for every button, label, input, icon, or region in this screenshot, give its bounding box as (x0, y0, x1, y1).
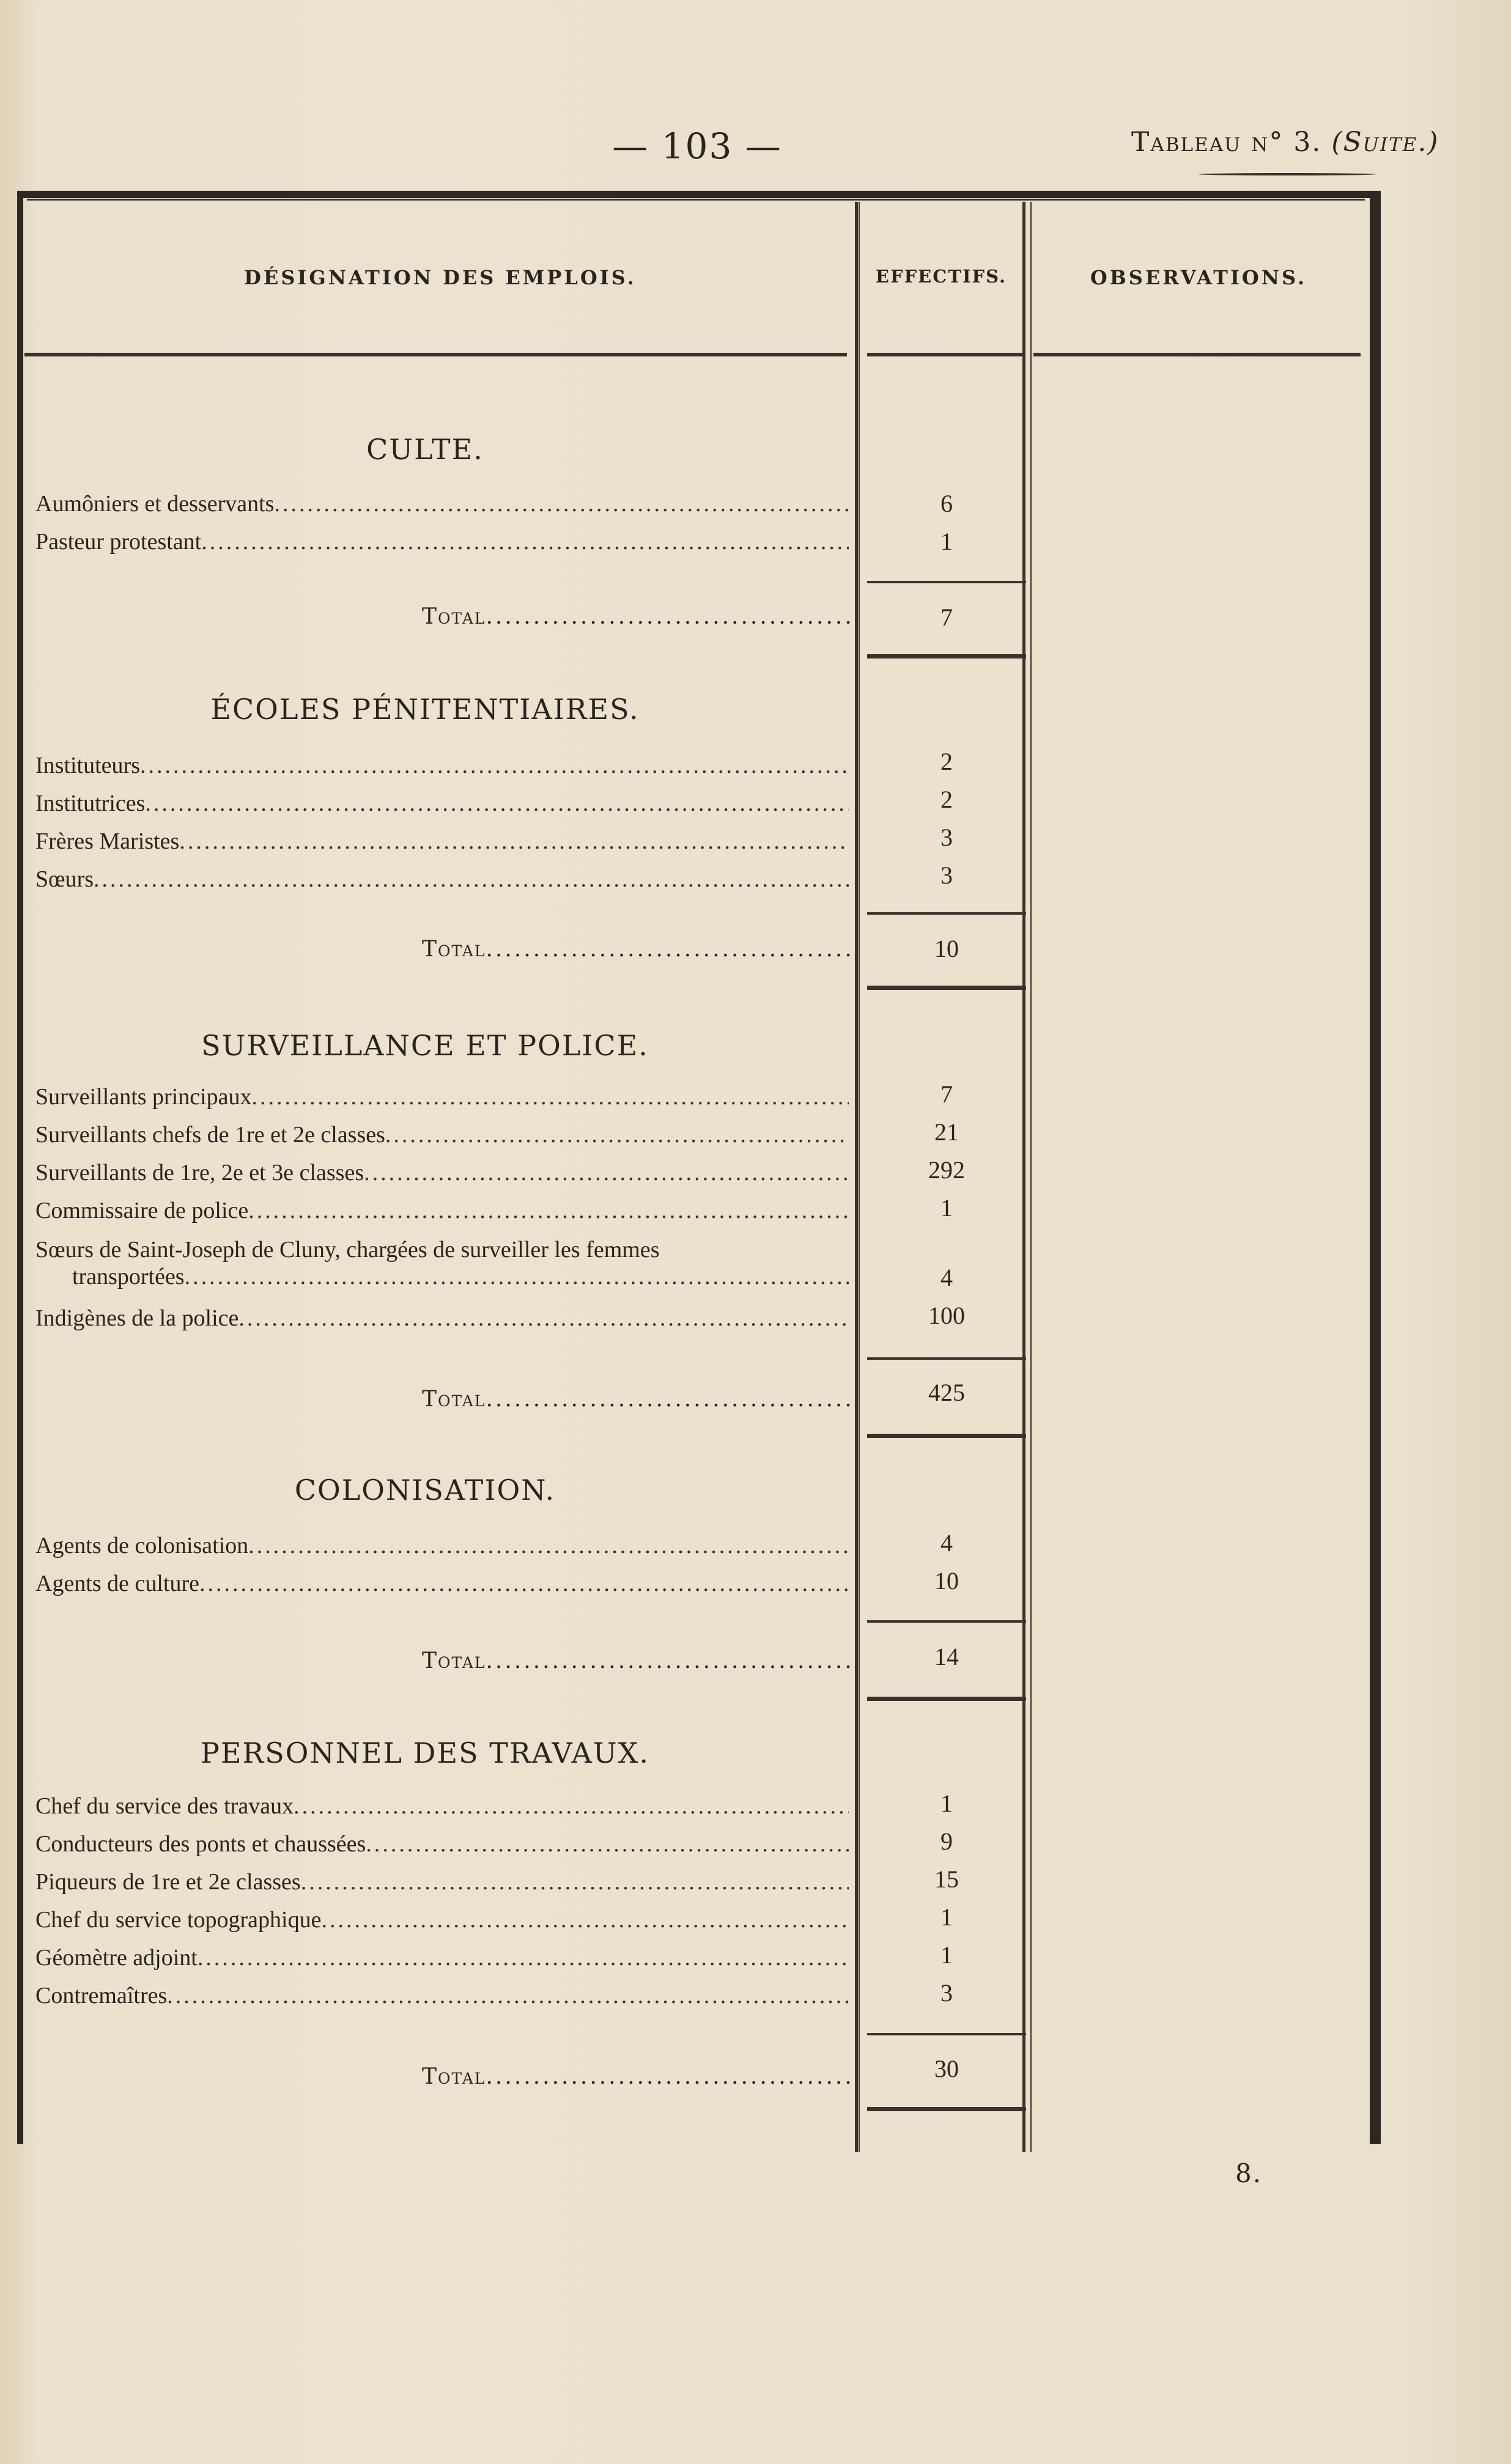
section-title-culte: CULTE. (366, 433, 484, 466)
table-row (35, 866, 849, 893)
column-separator-designation-inner (859, 202, 860, 2152)
header-rule-observations (1033, 353, 1361, 356)
tableau-label (1131, 127, 1439, 158)
row-value: 9 (940, 1828, 953, 1855)
table-row (35, 828, 849, 855)
subtotal-rule (867, 912, 1026, 915)
row-value: 2 (940, 748, 953, 775)
table-row (35, 1868, 849, 1895)
tableau-suite: (Suite.) (1331, 127, 1439, 158)
row-label: Aumôniers et desservants (35, 491, 275, 517)
row-label: Surveillants chefs de 1re et 2e classes (35, 1122, 385, 1148)
row-value: 1 (940, 1194, 953, 1222)
total-label: Total (422, 1648, 486, 1673)
table-row (35, 1121, 849, 1148)
row-label-continuation (35, 1263, 849, 1290)
table-row (35, 1532, 849, 1559)
row-label: Indigènes de la police (35, 1305, 239, 1331)
table-row (35, 1236, 849, 1290)
row-label: Géomètre adjoint (35, 1945, 198, 1971)
total-label: Total (422, 604, 486, 629)
row-label: Chef du service des travaux (35, 1793, 294, 1819)
total-rule (867, 986, 1026, 990)
header-rule-effectifs (867, 353, 1023, 356)
row-value: 15 (934, 1865, 959, 1893)
table-row (35, 752, 849, 779)
table-row (35, 1906, 849, 1933)
total-label: Total (422, 937, 486, 962)
total-label: Total (422, 2064, 486, 2089)
total-value: 7 (940, 603, 953, 631)
row-value: 3 (940, 824, 953, 851)
table-row (35, 1831, 849, 1857)
row-value: 1 (940, 528, 953, 555)
tableau-number: Tableau n° 3. (1131, 127, 1322, 158)
total-value: 14 (934, 1643, 959, 1670)
subtotal-rule (867, 1620, 1026, 1623)
row-label-cont: transportées (72, 1264, 185, 1289)
row-value: 100 (928, 1302, 965, 1329)
row-label: Chef du service topographique (35, 1907, 322, 1933)
row-label: Surveillants de 1re, 2e et 3e classes (35, 1160, 364, 1186)
header-designation: DÉSIGNATION DES EMPLOIS. (244, 266, 637, 289)
column-separator-effectifs-inner (1030, 202, 1032, 2152)
table-row (35, 1305, 849, 1332)
section-title-colonisation: COLONISATION. (294, 1474, 556, 1507)
total-value: 30 (934, 2055, 959, 2082)
row-label: Instituteurs (35, 753, 140, 778)
subtotal-rule (867, 1357, 1026, 1360)
total-rule (867, 654, 1026, 658)
row-label: Piqueurs de 1re et 2e classes (35, 1869, 301, 1895)
row-value: 292 (928, 1156, 965, 1184)
total-label: Total (422, 1387, 486, 1412)
total-value: 425 (928, 1379, 965, 1406)
total-value: 10 (934, 935, 959, 962)
total-row (422, 1387, 850, 1412)
row-label: Contremaîtres (35, 1983, 168, 2008)
row-value: 1 (940, 1790, 953, 1817)
total-row (422, 1648, 850, 1673)
row-value: 3 (940, 1979, 953, 2007)
total-rule (867, 1697, 1026, 1701)
row-label: Commissaire de police (35, 1198, 249, 1223)
row-label: Agents de colonisation (35, 1533, 249, 1558)
row-value: 21 (934, 1118, 959, 1146)
row-value: 4 (940, 1529, 953, 1557)
total-rule (867, 1434, 1026, 1438)
header-rule-designation (24, 353, 847, 356)
table-row (35, 1793, 849, 1820)
row-label: Surveillants principaux (35, 1084, 252, 1110)
table-row (35, 1197, 849, 1224)
row-label: Frères Maristes (35, 828, 180, 854)
row-value: 10 (934, 1567, 959, 1595)
table-row (35, 790, 849, 817)
row-value: 4 (940, 1264, 953, 1291)
table-row (35, 490, 849, 517)
row-value: 1 (940, 1903, 953, 1931)
total-row (422, 2064, 850, 2089)
total-row (422, 604, 850, 629)
row-label: Sœurs (35, 866, 94, 892)
section-title-ecoles: ÉCOLES PÉNITENTIAIRES. (210, 693, 640, 726)
row-value: 3 (940, 861, 953, 889)
total-rule (867, 2107, 1026, 2111)
subtotal-rule (867, 581, 1026, 583)
total-row (422, 937, 850, 962)
page-number: — 103 — (612, 125, 782, 167)
row-label: Institutrices (35, 791, 146, 816)
row-value: 1 (940, 1941, 953, 1969)
row-value: 2 (940, 786, 953, 813)
tableau-underline (1199, 173, 1376, 175)
table-inner-top-rule (27, 199, 1365, 201)
section-title-travaux: PERSONNEL DES TRAVAUX. (201, 1736, 649, 1769)
signature-mark: 8. (1235, 2158, 1263, 2188)
row-label: Pasteur protestant (35, 529, 202, 555)
column-separator-designation (855, 202, 858, 2152)
header-effectifs: EFFECTIFS. (875, 266, 1007, 287)
table-row (35, 528, 849, 555)
row-value: 6 (940, 490, 953, 517)
table-row (35, 1982, 849, 2009)
row-label: Sœurs de Saint-Joseph de Cluny, chargées de surveiller les femmes (35, 1237, 660, 1263)
table-row (35, 1083, 849, 1110)
table-row (35, 1570, 849, 1597)
table-row (35, 1159, 849, 1186)
header-observations: OBSERVATIONS. (1090, 266, 1307, 289)
row-label: Conducteurs des ponts et chaussées (35, 1831, 366, 1857)
subtotal-rule (867, 2033, 1026, 2035)
row-label: Agents de culture (35, 1571, 200, 1596)
table-row (35, 1944, 849, 1971)
section-title-surveillance: SURVEILLANCE ET POLICE. (201, 1029, 649, 1062)
row-value: 7 (940, 1080, 953, 1108)
